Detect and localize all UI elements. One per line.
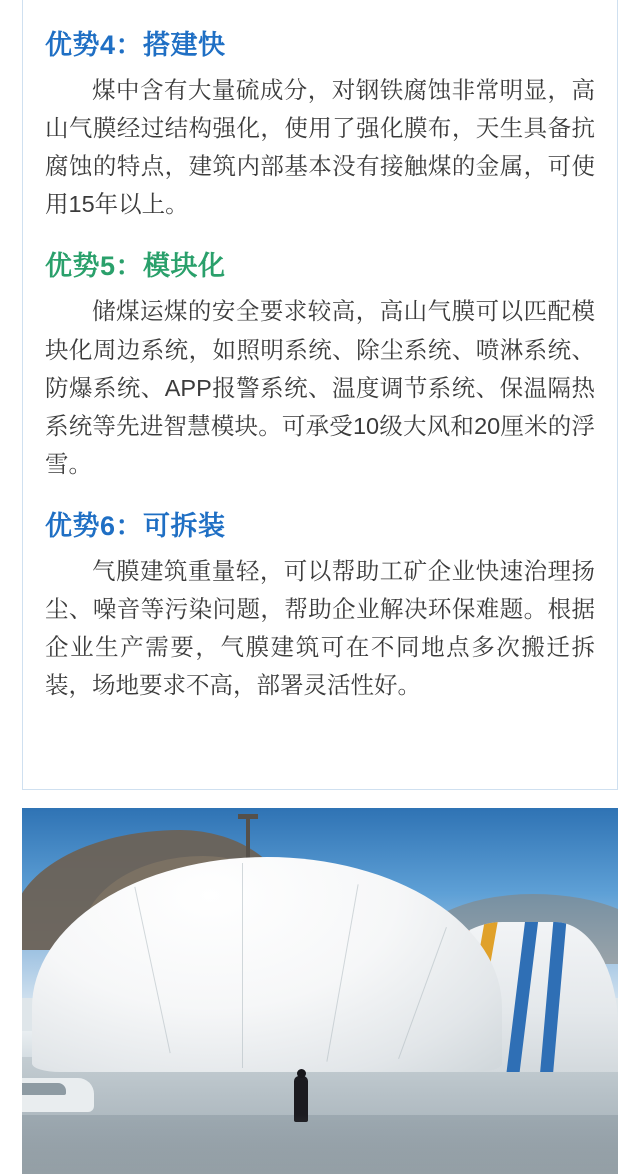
advantages-card xyxy=(22,0,618,790)
photo-dome-seam xyxy=(134,886,170,1052)
photo-dome-seam xyxy=(326,884,358,1061)
photo-car-window xyxy=(22,1083,66,1095)
advantage-6-title: 优势6：可拆装 xyxy=(45,510,226,541)
advantage-5-title: 优势5：模块化 xyxy=(45,251,226,282)
advantage-4-title: 优势4：搭建快 xyxy=(45,30,226,60)
advantage-section-5 xyxy=(45,249,595,482)
photo-dome-seam xyxy=(242,863,243,1068)
advantage-section-4 xyxy=(45,28,595,223)
photo-person-head xyxy=(297,1069,306,1078)
advantage-4-body: 煤中含有大量硫成分，对钢铁腐蚀非常明显，高山气膜经过结构强化，使用了强化膜布，天生具备抗腐蚀的特点，建筑内部基本没有接触煤的金属，可使用15年以上。 xyxy=(45,77,595,218)
advantage-section-6 xyxy=(45,509,595,704)
dome-building-photo xyxy=(22,808,618,1174)
photo-ice-sheen xyxy=(22,1114,618,1174)
photo-car xyxy=(22,1078,94,1112)
advantage-6-body: 气膜建筑重量轻，可以帮助工矿企业快速治理扬尘、噪音等污染问题，帮助企业解决环保难题。根据企业生产需要，气膜建筑可在不同地点多次搬迁拆装，场地要求不高，部署灵活性好。 xyxy=(45,557,595,699)
photo-stripe-blue-2 xyxy=(537,922,567,1072)
photo-dome-seam xyxy=(398,927,447,1059)
advantage-5-body: 储煤运煤的安全要求较高，高山气膜可以匹配模块化周边系统，如照明系统、除尘系统、喷淋系统、防爆系统、APP报警系统、温度调节系统、保温隔热系统等先进智慧模块。可承受10级大风和20厘米的浮雪。 xyxy=(45,298,595,477)
photo-canvas xyxy=(22,808,618,1174)
photo-stripe-blue-1 xyxy=(503,922,539,1072)
